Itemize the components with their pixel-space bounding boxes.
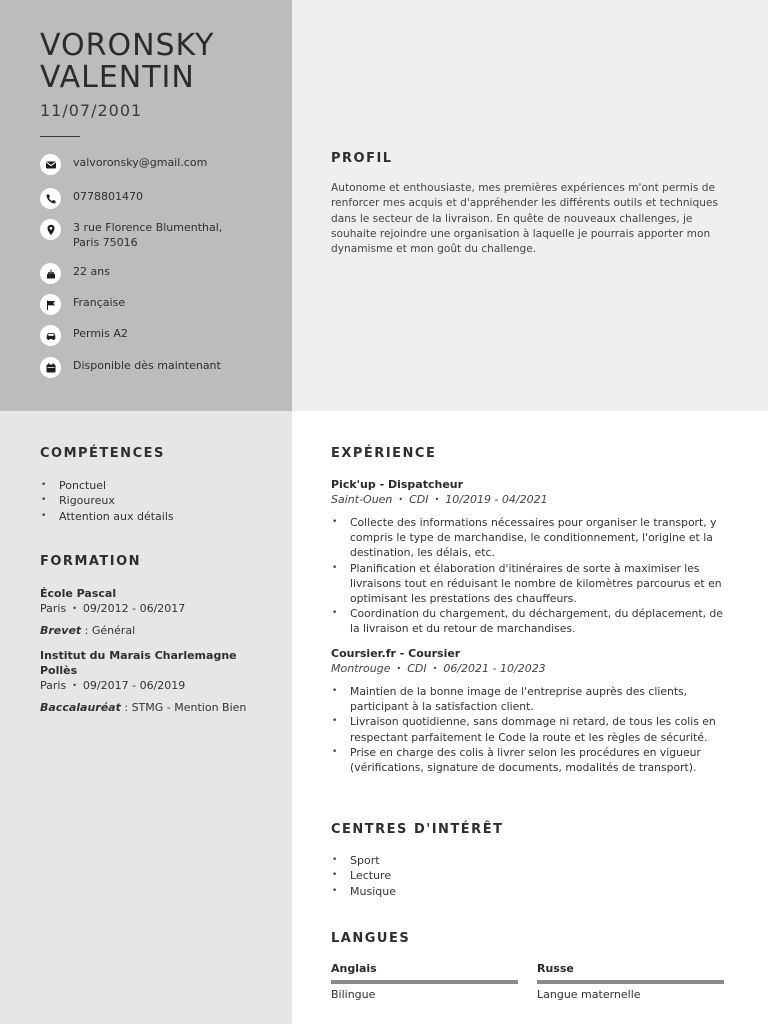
job-title: Coursier.fr - Coursier bbox=[331, 647, 461, 660]
profile-summary: Autonome et enthousiaste, mes premières expériences m'ont permis de renforcer mes acquis et d'appréhender les différents outils et techniques dans le secteur de la livraison. En quête de nouveaux challenges, je souhaite rejoindre une organisation à laquelle je pourrais apporter mon dynamisme et mon goût du challenge. bbox=[331, 182, 718, 256]
age-text: 22 ans bbox=[73, 265, 110, 278]
location-pin-icon bbox=[40, 219, 61, 240]
birthdate: 11/07/2001 bbox=[40, 101, 143, 120]
education-city: Paris bbox=[40, 679, 67, 692]
car-icon bbox=[40, 325, 61, 346]
calendar-icon bbox=[40, 357, 61, 378]
language-bar bbox=[537, 980, 724, 984]
language-name: Russe bbox=[537, 962, 574, 975]
education-degree bbox=[40, 623, 280, 638]
experience-entry bbox=[331, 646, 731, 775]
nationality-text: Française bbox=[73, 296, 126, 309]
education-meta bbox=[40, 601, 280, 617]
address-line-2: Paris 75016 bbox=[73, 236, 138, 249]
job-meta bbox=[331, 492, 731, 508]
language-level: Langue maternelle bbox=[537, 988, 641, 1001]
list-item: • Attention aux détails bbox=[40, 509, 280, 524]
list-item: • Lecture bbox=[331, 868, 631, 883]
flag-icon bbox=[40, 294, 61, 315]
cake-icon bbox=[40, 263, 61, 284]
address-line-1: 3 rue Florence Blumenthal, bbox=[73, 221, 223, 234]
separator-dot: • bbox=[72, 681, 77, 690]
list-item: • Coordination du chargement, du déchargement, du déplacement, de la livraison et du retour de marchandises. bbox=[331, 606, 731, 636]
degree-name: Baccalauréat bbox=[40, 701, 121, 714]
first-name: VALENTIN bbox=[40, 60, 195, 95]
education-meta bbox=[40, 678, 280, 694]
contact-address bbox=[40, 220, 280, 250]
job-tasks bbox=[331, 684, 731, 775]
separator-dot: • bbox=[72, 604, 77, 613]
profile-heading: PROFIL bbox=[331, 151, 393, 166]
list-item: • Maintien de la bonne image de l'entreprise auprès des clients, participant à la satisfaction client. bbox=[331, 684, 731, 714]
address-text bbox=[73, 220, 222, 250]
education-city: Paris bbox=[40, 602, 67, 615]
name-divider bbox=[40, 136, 80, 137]
language-item bbox=[331, 962, 518, 1002]
list-item: • Collecte des informations nécessaires pour organiser le transport, y compris le type de marchandise, le conditionnement, l'origine et la destination, les délais, etc. bbox=[331, 515, 731, 561]
skills-heading: COMPÉTENCES bbox=[40, 446, 165, 461]
job-city: Montrouge bbox=[331, 662, 391, 675]
contact-availability bbox=[40, 358, 280, 378]
education-dates: 09/2012 - 06/2017 bbox=[82, 602, 186, 615]
list-item: • Sport bbox=[331, 853, 631, 868]
list-item: • Livraison quotidienne, sans dommage ni retard, de tous les colis en respectant parfaitement le Code la route et les règles de sécurité. bbox=[331, 714, 731, 744]
contact-age bbox=[40, 264, 280, 284]
contact-phone bbox=[40, 189, 280, 209]
school-name: École Pascal bbox=[40, 587, 117, 600]
contact-nationality bbox=[40, 295, 280, 315]
job-dates: 06/2021 - 10/2023 bbox=[443, 662, 546, 675]
license-text: Permis A2 bbox=[73, 327, 128, 340]
candidate-name bbox=[40, 30, 214, 94]
degree-field: : STMG - Mention Bien bbox=[120, 701, 247, 714]
language-level: Bilingue bbox=[331, 988, 376, 1001]
job-contract: CDI bbox=[407, 662, 427, 675]
language-item bbox=[537, 962, 724, 1002]
job-tasks bbox=[331, 515, 731, 637]
job-dates: 10/2019 - 04/2021 bbox=[445, 493, 548, 506]
job-title: Pick'up - Dispatcheur bbox=[331, 478, 464, 491]
separator-dot: • bbox=[434, 495, 440, 504]
interests-heading: CENTRES D'INTÉRÊT bbox=[331, 822, 504, 837]
job-city: Saint-Ouen bbox=[331, 493, 393, 506]
education-heading: FORMATION bbox=[40, 554, 142, 569]
list-item: • Planification et élaboration d'itinéraires de sorte à maximiser les livraisons tout en réduisant le nombre de kilomètres parcourus et en optimisant les prestations des chauffeurs. bbox=[331, 561, 731, 607]
school-name: Institut du Marais Charlemagne Pollès bbox=[40, 649, 237, 677]
job-contract: CDI bbox=[409, 493, 429, 506]
email-text[interactable]: valvoronsky@gmail.com bbox=[73, 156, 208, 169]
contact-email bbox=[40, 155, 280, 175]
list-item: • Rigoureux bbox=[40, 493, 280, 508]
education-dates: 09/2017 - 06/2019 bbox=[82, 679, 186, 692]
separator-dot: • bbox=[398, 495, 404, 504]
last-name: VORONSKY bbox=[40, 28, 215, 63]
education-entry bbox=[40, 586, 280, 638]
contact-license bbox=[40, 326, 280, 346]
interests-list bbox=[331, 853, 631, 899]
job-meta bbox=[331, 661, 731, 677]
experience-heading: EXPÉRIENCE bbox=[331, 446, 437, 461]
language-bar bbox=[331, 980, 518, 984]
languages-heading: LANGUES bbox=[331, 931, 411, 946]
education-degree bbox=[40, 700, 280, 715]
phone-text[interactable]: 0778801470 bbox=[73, 190, 143, 203]
list-item: • Ponctuel bbox=[40, 478, 280, 493]
degree-field: : Général bbox=[81, 624, 136, 637]
list-item: • Musique bbox=[331, 884, 631, 899]
list-item: • Prise en charge des colis à livrer selon les procédures en vigueur (vérifications, signature de documents, modalités de transport). bbox=[331, 745, 731, 775]
education-entry bbox=[40, 648, 280, 715]
separator-dot: • bbox=[396, 664, 402, 673]
separator-dot: • bbox=[432, 664, 438, 673]
email-icon bbox=[40, 154, 61, 175]
phone-icon bbox=[40, 188, 61, 209]
experience-entry bbox=[331, 477, 731, 637]
availability-text: Disponible dès maintenant bbox=[73, 359, 221, 372]
degree-name: Brevet bbox=[40, 624, 82, 637]
skills-list bbox=[40, 478, 280, 524]
language-name: Anglais bbox=[331, 962, 377, 975]
